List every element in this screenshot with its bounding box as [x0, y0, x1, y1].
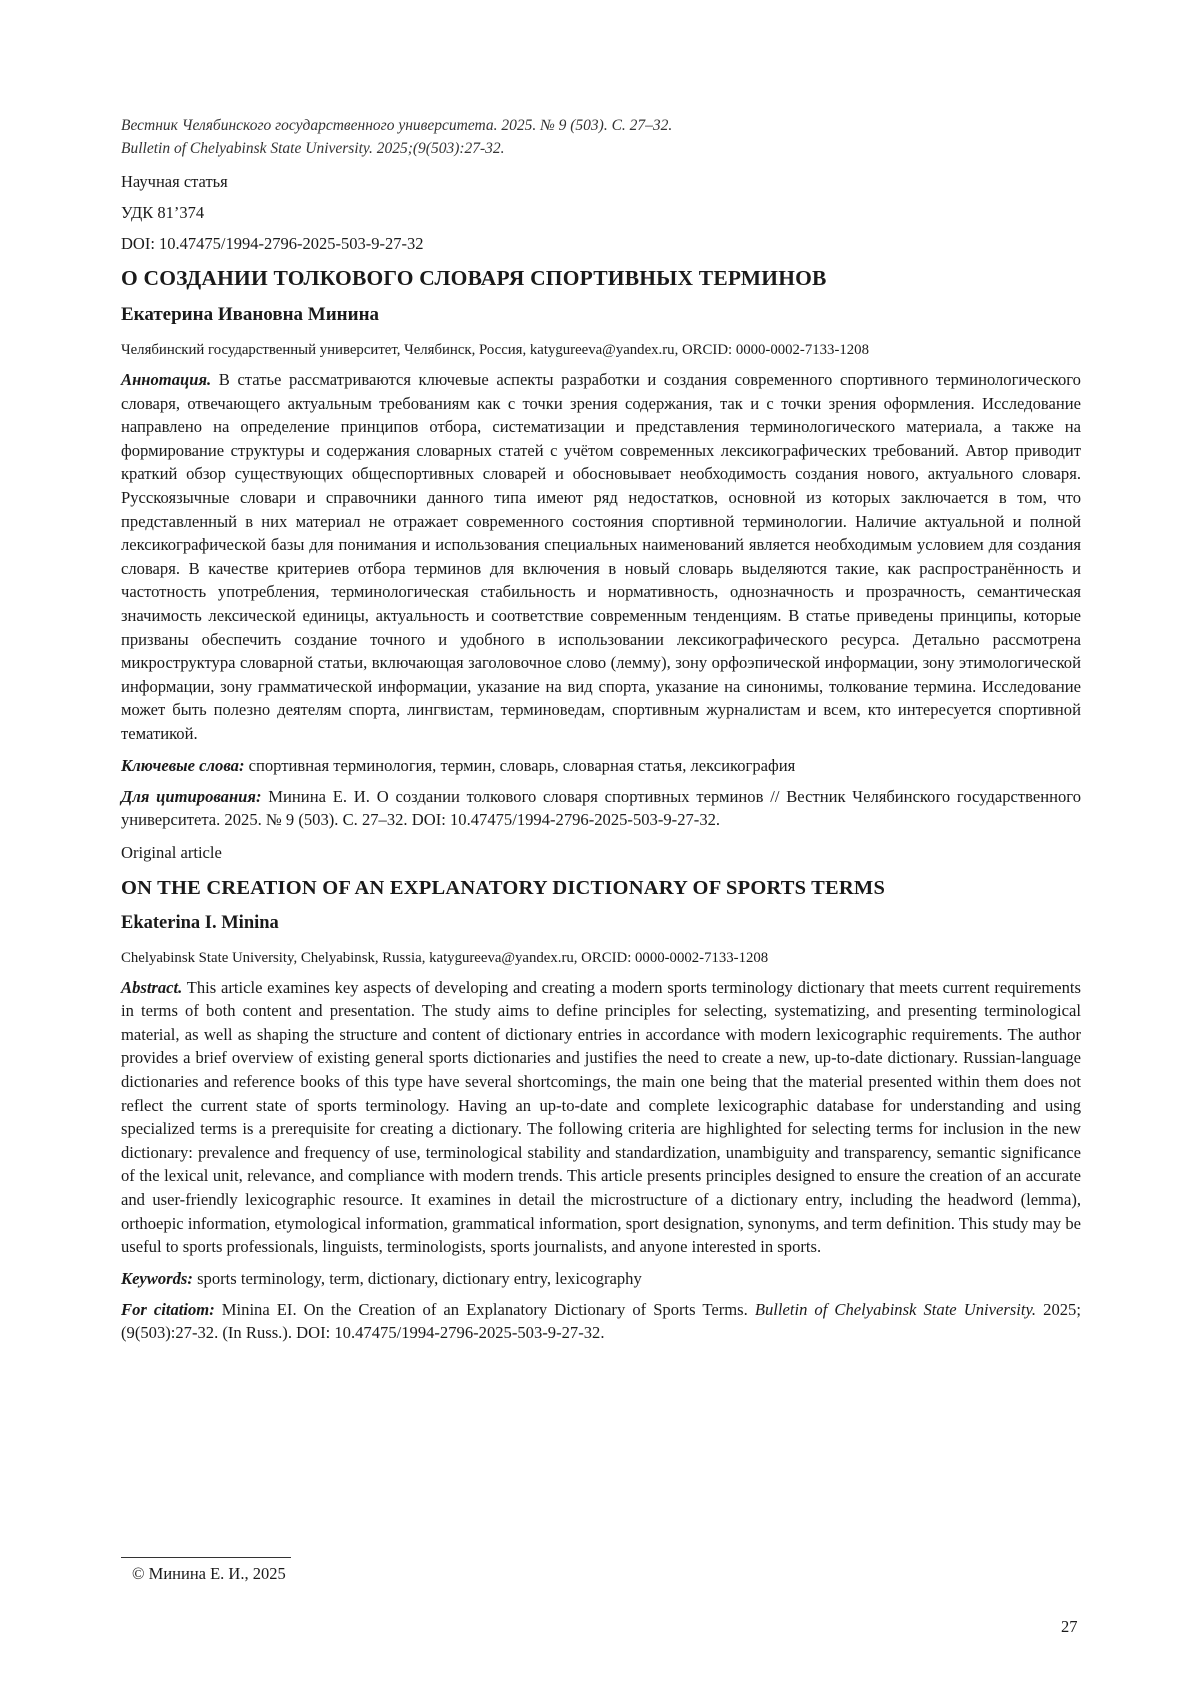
keywords-text-en: sports terminology, term, dictionary, dictionary entry, lexicography: [197, 1268, 642, 1288]
footnote-divider: [121, 1557, 291, 1558]
abstract-en: [121, 976, 1081, 1259]
title-en: ON THE CREATION OF AN EXPLANATORY DICTIONARY OF SPORTS TERMS: [121, 876, 886, 899]
citation-text-ru: Минина Е. И. О создании толкового словаря спортивных терминов // Вестник Челябинского государственного университета. 2025. № 9 (503). С. 27–32. DOI: 10.47475/1994-2796-2025-503-9-27-32.: [121, 786, 1081, 830]
keywords-en: [121, 1267, 1081, 1290]
affiliation-ru: Челябинский государственный университет, Челябинск, Россия, katygureeva@yandex.ru, ORCID: 0000-0002-7133-1208: [121, 342, 869, 358]
citation-text-en-1: Minina EI. On the Creation of an Explanatory Dictionary of Sports Terms.: [221, 1299, 748, 1319]
title-ru: О СОЗДАНИИ ТОЛКОВОГО СЛОВАРЯ СПОРТИВНЫХ ТЕРМИНОВ: [121, 266, 827, 290]
abstract-label-en: Abstract.: [121, 977, 183, 997]
citation-label-en: For citatiom:: [121, 1299, 215, 1319]
article-type-en: Original article: [121, 842, 222, 862]
citation-ru: [121, 785, 1081, 832]
keywords-label-ru: Ключевые слова:: [121, 755, 245, 775]
abstract-label-ru: Аннотация.: [121, 370, 212, 389]
page-number: 27: [1061, 1617, 1078, 1636]
abstract-ru: [121, 368, 1081, 746]
abstract-text-en: This article examines key aspects of developing and creating a modern sports terminology dictionary that meets current requirements in terms of both content and presentation. The study aims to define principles for selecting, systematizing, and presenting terminological material, as well as shaping the structure and content of dictionary entries in accordance with modern lexicographic requirements. The author provides a brief overview of existing general sports dictionaries and justifies the need to create a new, up-to-date dictionary. Russian-language dictionaries and reference books of this type have several shortcomings, the main one being that the material presented within them does not reflect the current state of sports terminology. Having an up-to-date and complete lexicographic database for understanding and using specialized terms is a prerequisite for creating a dictionary. The following criteria are highlighted for selecting terms for inclusion in the new dictionary: prevalence and frequency of use, terminological stability and standardization, unambiguity and transparency, semantic significance of the lexical unit, relevance, and compliance with modern trends. This article presents principles designed to ensure the creation of an accurate and user-friendly lexicographic resource. It examines in detail the microstructure of a dictionary entry, including the headword (lemma), orthoepic information, etymological information, grammatical information, sport designation, synonyms, and term definition. This study may be useful to sports professionals, linguists, terminologists, sports journalists, and anyone interested in sports.: [121, 977, 1081, 1257]
copyright-notice: © Минина Е. И., 2025: [132, 1564, 286, 1583]
citation-text-en-2: 2025;(9(503):27-32. (In Russ.). DOI: 10.47475/1994-2796-2025-503-9-27-32.: [121, 1299, 1081, 1343]
article-type-ru: Научная статья: [121, 172, 228, 191]
abstract-text-ru: В статье рассматриваются ключевые аспекты разработки и создания современного спортивного терминологического словаря, отвечающего актуальным требованиям как с точки зрения содержания, так и с точки зрения оформления. Исследование направлено на определение принципов отбора, систематизации и представления терминологического материала, а также на формирование структуры и содержания словарных статей с учётом современных лексикографических требований. Автор приводит краткий обзор существующих общеспортивных словарей и обосновывает необходимость создания нового, актуального словаря. Русскоязычные словари и справочники данного типа имеют ряд недостатков, основной из которых заключается в том, что представленный в них материал не отражает современного состояния спортивной терминологии. Наличие актуальной и полной лексикографической базы для понимания и использования специальных наименований является необходимым условием для создания словаря. В качестве критериев отбора терминов для включения в новый словарь выделяются такие, как распространённость и частотность употребления, терминологическая стабильность и нормативность, однозначность и прозрачность, семантическая значимость лексической единицы, актуальность и соответствие современным тенденциям. В статье приведены принципы, которые призваны обеспечить создание точного и удобного в использовании лексикографического ресурса. Детально рассмотрена микроструктура словарной статьи, включающая заголовочное слово (лемму), зону орфоэпической информации, зону этимологической информации, зону грамматической информации, указание на вид спорта, указание на синонимы, толкование термина. Исследование может быть полезно деятелям спорта, лингвистам, терминоведам, спортивным журналистам и всем, кто интересуется спортивной тематикой.: [121, 370, 1081, 743]
keywords-ru: [121, 754, 1081, 777]
journal-citation-en: Bulletin of Chelyabinsk State University. 2025;(9(503):27-32.: [121, 140, 505, 157]
author-ru: Екатерина Ивановна Минина: [121, 304, 380, 325]
keywords-label-en: Keywords:: [121, 1268, 193, 1288]
citation-en: [121, 1298, 1081, 1345]
citation-journal-en: Bulletin of Chelyabinsk State University.: [754, 1299, 1037, 1319]
author-en: Ekaterina I. Minina: [121, 912, 279, 933]
keywords-text-ru: спортивная терминология, термин, словарь, словарная статья, лексикография: [248, 755, 796, 775]
affiliation-en: Chelyabinsk State University, Chelyabinsk, Russia, katygureeva@yandex.ru, ORCID: 0000-0002-7133-1208: [121, 949, 769, 966]
article-page: [121, 114, 1081, 1345]
doi: DOI: 10.47475/1994-2796-2025-503-9-27-32: [121, 234, 424, 253]
journal-citation-ru: Вестник Челябинского государственного университета. 2025. № 9 (503). С. 27–32.: [121, 117, 673, 134]
udk-code: УДК 81’374: [121, 203, 205, 222]
citation-label-ru: Для цитирования:: [121, 786, 262, 806]
